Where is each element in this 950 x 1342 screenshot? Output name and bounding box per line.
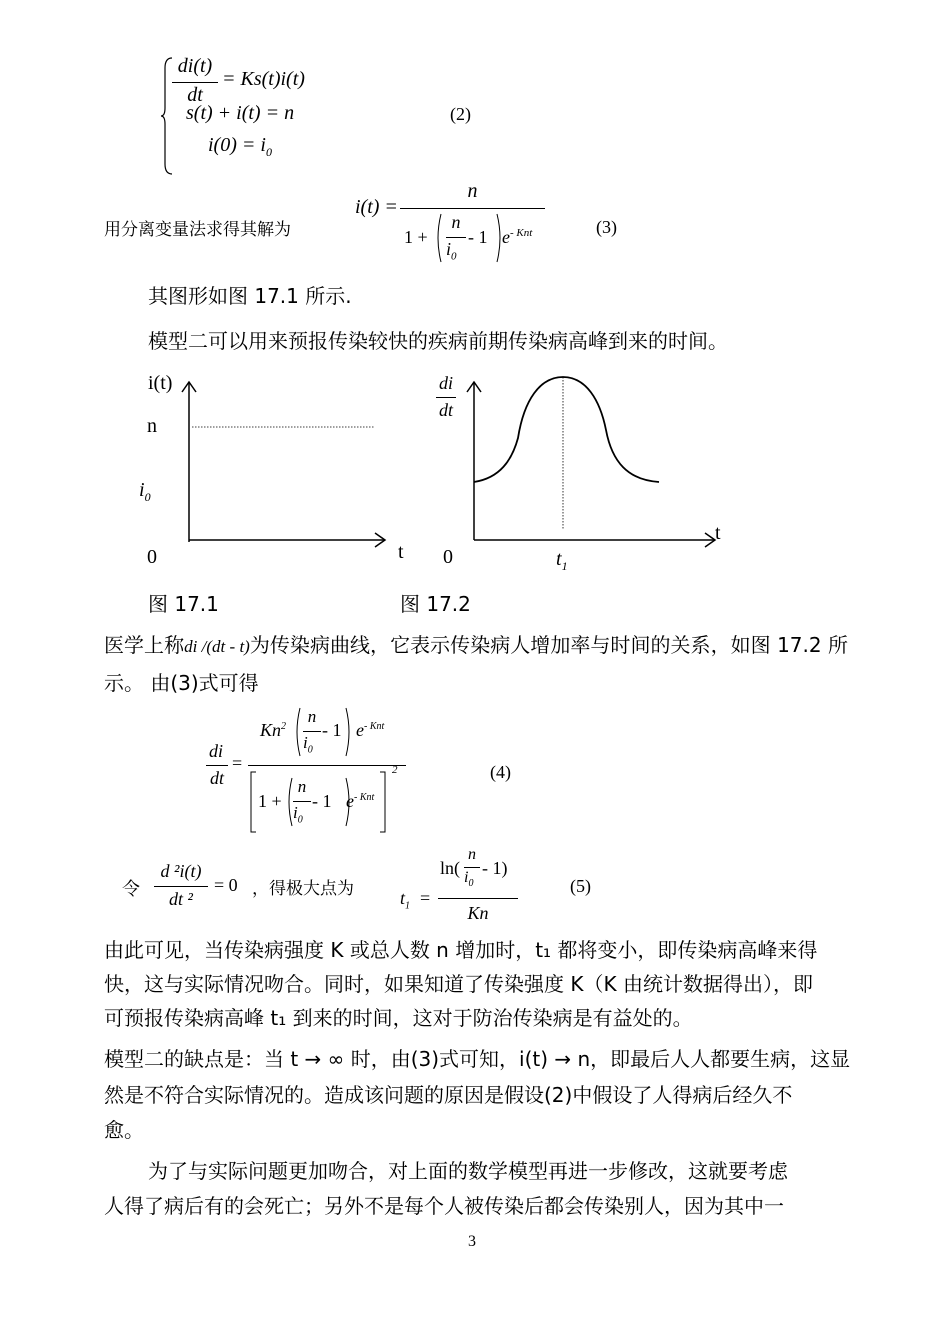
figure1-i0-label: $i_0$ (139, 479, 151, 504)
solution-frac-num: n (451, 212, 461, 232)
figure1-xlabel: t (398, 541, 404, 563)
figure1-caption: 图 17.1 (148, 592, 219, 616)
equation-number-4: (4) (490, 762, 511, 782)
eq4-num-frac-den: $i_0$ (303, 733, 313, 756)
solution-minus-one: - 1 (468, 227, 488, 247)
conclusion-line-2: 快，这与实际情况吻合。同时，如果知道了传染强度 K（K 由统计数据得出），即 (104, 972, 813, 996)
figure1-n-label: n (147, 415, 157, 437)
solution-exp: $e^{- Knt}$ (502, 227, 533, 247)
paragraph-model2: 模型二可以用来预报传染较快的疾病前期传染病高峰到来的时间。 (148, 329, 728, 353)
solution-intro: 用分离变量法求得其解为 (104, 220, 291, 240)
equation-number-5: (5) (570, 876, 591, 896)
solution-numerator: n (467, 180, 478, 202)
next-line-1: 为了与实际问题更加吻合，对上面的数学模型再进一步修改，这就要考虑 (148, 1159, 788, 1183)
solution-frac-den: $i_0$ (446, 239, 457, 263)
defect-line-3: 愈。 (104, 1118, 144, 1142)
conclusion-line-3: 可预报传染病高峰 t₁ 到来的时间，这对于防治传染病是有益处的。 (104, 1006, 693, 1030)
eq4-equals: = (232, 753, 243, 773)
solution-lhs: i(t) = (355, 196, 398, 218)
defect-line-2: 然是不符合实际情况的。造成该问题的原因是假设(2)中假设了人得病后经久不 (104, 1083, 793, 1107)
equation-number-2: (2) (450, 104, 471, 124)
eq4-num-minus-one: - 1 (322, 720, 342, 740)
eq5-ln-frac-den: $i_0$ (464, 869, 474, 890)
eq4-den-square: 2 (392, 764, 398, 776)
figure2-origin: 0 (443, 546, 453, 568)
figure2-ylabel-num: di (438, 373, 453, 393)
eq5-t1: $t_1$ (400, 888, 411, 912)
eq5-equals: = (420, 888, 431, 908)
eq4-num-exp: $e^{- Knt}$ (356, 720, 385, 740)
next-line-2: 人得了病后有的会死亡；另外不是每个人被传染后都会传染别人，因为其中一 (104, 1194, 784, 1218)
defect-line-1: 模型二的缺点是：当 t → ∞ 时，由(3)式可知，i(t) → n，即最后人人都要生病，这显 (104, 1047, 851, 1071)
equation-number-3: (3) (596, 217, 617, 237)
eq5-equals-zero: = 0 (214, 875, 238, 895)
eq4-lhs-den: dt (209, 768, 224, 788)
eq5-ling: 令 (122, 879, 140, 900)
paragraph-figure-reference: 其图形如图 17.1 所示. (148, 284, 352, 308)
eq4-den-one: 1 + (258, 791, 282, 811)
eq5-text: ，得极大点为 (252, 879, 354, 899)
eq5-ln-close: - 1) (482, 858, 508, 878)
eq5-ln: ln( (440, 858, 460, 878)
eq3: $i(0) = i_0$ (208, 134, 272, 159)
figure2-ylabel-den: dt (438, 400, 453, 420)
figure2-t1-label: $t_1$ (556, 548, 568, 573)
eq1-numerator: di(t) (177, 55, 213, 77)
figure2-xlabel: t (715, 522, 721, 544)
eq1-denominator: dt (187, 84, 203, 106)
eq4-den-frac-num: n (297, 777, 307, 796)
solution-den-one: 1 + (404, 227, 428, 247)
eq5-denominator: Kn (467, 903, 489, 923)
eq4-den-minus-one: - 1 (312, 791, 332, 811)
figure1-ylabel: i(t) (148, 372, 173, 394)
curve-formula: di /(dt - t) (184, 637, 250, 656)
eq4-lhs-num: di (208, 741, 223, 761)
infection-curve (474, 377, 659, 482)
figure-17-2-plot (430, 370, 730, 570)
eq1-rhs: = Ks(t)i(t) (222, 68, 305, 90)
figure2-caption: 图 17.2 (400, 592, 471, 616)
page-number: 3 (468, 1233, 476, 1250)
eq5-ln-frac-num: n (468, 846, 476, 863)
paragraph-epidemic-curve: 医学上称di /(dt - t)为传染病曲线，它表示传染病人增加率与时间的关系，如图 17.2 所示。 由(3)式可得 (104, 633, 848, 695)
eq4-num-frac-num: n (307, 707, 317, 726)
eq2: s(t) + i(t) = n (186, 102, 295, 124)
eq5-d2-num: d ²i(t) (160, 861, 202, 881)
figure1-origin: 0 (147, 546, 157, 568)
figure-17-1-plot (130, 370, 410, 570)
eq4-numerator-Kn: Kn$^2$ (260, 720, 287, 740)
eq4-den-exp: $e^{- Knt}$ (346, 791, 375, 811)
eq4-den-frac-den: $i_0$ (293, 803, 303, 826)
conclusion-line-1: 由此可见，当传染病强度 K 或总人数 n 增加时，t₁ 都将变小，即传染病高峰来得 (104, 938, 818, 962)
eq5-d2-den: dt ² (169, 889, 193, 909)
